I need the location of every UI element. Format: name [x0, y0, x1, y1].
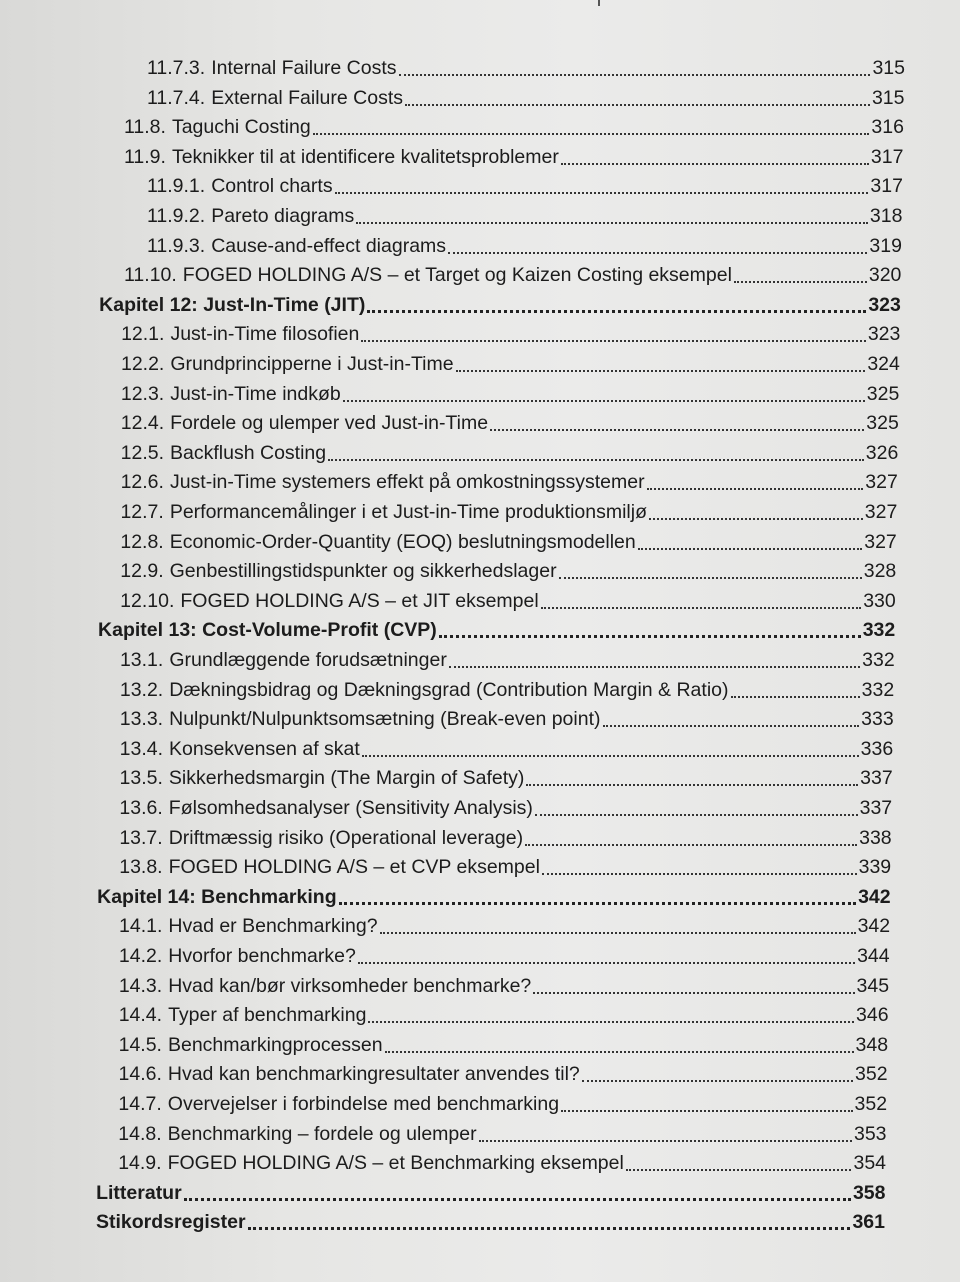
toc-entry-title: Kapitel 13: Cost-Volume-Profit (CVP)	[98, 619, 437, 642]
toc-entry-title: Backflush Costing	[170, 441, 327, 464]
toc-entry-number: 14.8.	[118, 1122, 162, 1145]
toc-entry-number: 13.1.	[119, 649, 164, 671]
toc-leader-dots	[561, 162, 869, 165]
toc-entry-number: 12.7.	[120, 501, 164, 523]
toc-entry	[121, 466, 898, 494]
toc-leader-dots	[456, 369, 866, 372]
toc-entry	[120, 644, 895, 672]
toc-entry-title: FOGED HOLDING A/S – et JIT eksempel	[180, 589, 539, 612]
toc-entry	[120, 762, 893, 790]
toc-entry	[121, 407, 899, 435]
toc-page-number: 315	[872, 57, 905, 79]
toc-entry-title: Just-in-Time indkøb	[170, 382, 341, 405]
toc-entry-number: 11.9.2.	[147, 205, 206, 227]
toc-leader-dots	[385, 1050, 854, 1053]
toc-entry-number: 11.8.	[124, 116, 166, 139]
toc-leader-dots	[380, 931, 856, 934]
toc-leader-dots	[439, 634, 861, 638]
toc-entry-number: 14.7.	[118, 1093, 162, 1115]
toc-entry	[120, 703, 894, 731]
toc-entry-number: 12.8.	[120, 530, 164, 553]
toc-entry-title: FOGED HOLDING A/S – et Target og Kaizen Costing eksempel	[182, 264, 732, 287]
toc-leader-dots	[731, 695, 860, 698]
toc-page-number: 352	[855, 1063, 888, 1086]
toc-leader-dots	[356, 221, 868, 224]
toc-entry-title: Genbestillingstidspunkter og sikkerhedslager	[169, 560, 557, 583]
toc-entry-number: 14.2.	[118, 945, 163, 967]
toc-entry-title: Benchmarking – fordele og ulemper	[167, 1122, 477, 1145]
toc-page-number: 342	[858, 885, 891, 908]
toc-entry-title: Følsomhedsanalyser (Sensitivity Analysis)	[168, 797, 533, 819]
toc-entry	[119, 910, 890, 938]
toc-leader-dots	[647, 487, 864, 490]
toc-entry-number: 14.3.	[118, 974, 163, 997]
toc-entry-number: 11.7.3.	[147, 57, 206, 79]
toc-leader-dots	[184, 1197, 851, 1201]
toc-page-number: 325	[866, 382, 900, 405]
toc-leader-dots	[542, 872, 857, 875]
toc-entry	[147, 52, 905, 80]
toc-page-number: 317	[870, 175, 903, 198]
toc-entry-title: External Failure Costs	[211, 86, 404, 109]
toc-leader-dots	[603, 724, 860, 727]
toc-entry	[119, 851, 891, 879]
toc-entry-title: Hvad er Benchmarking?	[168, 915, 378, 938]
toc-page-number: 317	[870, 145, 904, 168]
toc-entry-title: Konsekvensen af skat	[169, 737, 360, 760]
toc-entry	[121, 318, 900, 346]
toc-leader-dots	[343, 399, 865, 402]
toc-leader-dots	[328, 458, 864, 461]
toc-entry-number: 12.3.	[120, 382, 165, 405]
toc-entry-number: 14.4.	[118, 1004, 163, 1027]
toc-entry-title: Control charts	[211, 175, 333, 198]
toc-entry	[120, 555, 896, 583]
toc-leader-dots	[313, 132, 870, 135]
toc-entry-number: 11.10.	[124, 264, 177, 287]
toc-page-number: 353	[853, 1122, 887, 1145]
toc-entry-number: 12.2.	[120, 353, 165, 375]
toc-entry-title: FOGED HOLDING A/S – et CVP eksempel	[168, 856, 540, 879]
toc-leader-dots	[533, 991, 854, 994]
toc-entry-title: Benchmarkingprocessen	[167, 1033, 383, 1056]
toc-entry-title: Just-in-Time systemers effekt på omkostningssystemer	[169, 471, 645, 494]
toc-leader-dots	[626, 1168, 852, 1171]
toc-page-number: 327	[864, 501, 898, 523]
toc-page-number: 348	[855, 1033, 889, 1056]
toc-chapter-entry	[96, 1206, 885, 1234]
toc-entry	[121, 437, 899, 465]
toc-leader-dots	[479, 1139, 852, 1142]
toc-leader-dots	[335, 191, 869, 194]
toc-page-number: 344	[857, 945, 890, 967]
toc-entry-number: 13.3.	[119, 708, 164, 731]
toc-page-number: 319	[869, 234, 902, 257]
toc-leader-dots	[361, 339, 865, 342]
toc-leader-dots	[490, 428, 864, 431]
toc-leader-dots	[526, 783, 858, 786]
toc-entry-title: Hvorfor benchmarke?	[168, 945, 356, 967]
toc-entry	[121, 348, 900, 376]
toc-page-number: 327	[864, 530, 897, 553]
toc-chapter-entry	[96, 1177, 885, 1205]
toc-leader-dots	[362, 754, 859, 757]
toc-entry-title: Pareto diagrams	[211, 205, 355, 227]
toc-page-number: 346	[856, 1004, 889, 1027]
toc-entry-title: Internal Failure Costs	[211, 57, 397, 79]
toc-entry	[147, 200, 902, 228]
toc-entry-number: 12.1.	[121, 323, 165, 346]
toc-page-number: 326	[865, 441, 899, 464]
toc-page-number: 332	[862, 619, 896, 642]
toc-page-number: 345	[856, 974, 890, 997]
toc-entry-number: 11.9.1.	[147, 175, 206, 198]
toc-entry-title: Taguchi Costing	[171, 116, 311, 139]
toc-leader-dots	[535, 813, 858, 816]
toc-entry-title: Stikordsregister	[96, 1211, 246, 1234]
toc-entry-title: Typer af benchmarking	[168, 1004, 367, 1027]
toc-leader-dots	[582, 1079, 853, 1082]
toc-entry-title: Sikkerhedsmargin (The Margin of Safety)	[168, 767, 525, 790]
toc-entry	[147, 230, 902, 258]
toc-leader-dots	[448, 251, 867, 254]
page-edge-mark	[598, 0, 600, 6]
toc-page-number: 332	[861, 678, 895, 701]
toc-entry	[119, 1058, 888, 1086]
toc-entry-title: Kapitel 12: Just-In-Time (JIT)	[99, 293, 366, 316]
toc-entry-title: Just-in-Time filosofien	[170, 323, 360, 346]
toc-entry-number: 14.1.	[119, 915, 163, 938]
toc-entry-title: Driftmæssig risiko (Operational leverage)	[168, 826, 524, 849]
toc-entry	[119, 822, 891, 850]
toc-page-number: 339	[858, 856, 892, 879]
toc-leader-dots	[339, 901, 856, 905]
toc-page-number: 354	[853, 1152, 887, 1175]
toc-entry-title: Performancemålinger i et Just-in-Time produktionsmiljø	[169, 501, 648, 523]
toc-entry	[118, 1118, 886, 1146]
toc-entry-title: Grundprincipperne i Just-in-Time	[170, 353, 454, 375]
toc-entry	[120, 674, 894, 702]
toc-page-number: 337	[859, 797, 893, 819]
toc-entry-number: 11.9.3.	[147, 234, 206, 257]
toc-page-number: 328	[863, 560, 897, 583]
toc-entry-number: 13.5.	[119, 767, 163, 790]
toc-entry-number: 12.6.	[120, 471, 164, 494]
toc-entry	[124, 259, 901, 287]
toc-entry-number: 12.5.	[120, 441, 165, 464]
toc-leader-dots	[561, 1109, 852, 1112]
toc-chapter-entry	[99, 289, 901, 317]
toc-entry-number: 11.7.4.	[147, 86, 206, 109]
toc-page-number: 336	[860, 737, 894, 760]
toc-entry-number: 12.9.	[120, 560, 164, 583]
toc-entry-title: Dækningsbidrag og Dækningsgrad (Contribution Margin & Ratio)	[169, 678, 729, 701]
toc-page-number: 327	[865, 471, 898, 494]
toc-entry-number: 11.9.	[124, 145, 166, 168]
toc-page-number: 337	[860, 767, 893, 790]
toc-page-number: 352	[854, 1093, 888, 1115]
toc-entry-number: 13.2.	[119, 678, 164, 701]
toc-leader-dots	[248, 1226, 851, 1230]
toc-entry	[118, 1147, 886, 1175]
toc-entry	[147, 170, 903, 198]
toc-page-number: 325	[866, 412, 899, 435]
toc-leader-dots	[358, 961, 855, 964]
toc-leader-dots	[368, 1020, 854, 1023]
toc-page-number: 338	[859, 826, 892, 849]
toc-entry-title: Hvad kan/bør virksomheder benchmarke?	[168, 974, 532, 997]
toc-leader-dots	[405, 103, 870, 106]
toc-chapter-entry	[98, 614, 895, 642]
toc-leader-dots	[449, 665, 860, 668]
toc-entry-number: 14.9.	[118, 1152, 162, 1175]
toc-entry-title: Kapitel 14: Benchmarking	[97, 885, 337, 908]
toc-entry	[119, 792, 892, 820]
toc-leader-dots	[734, 280, 867, 283]
toc-entry-title: Teknikker til at identificere kvalitetsproblemer	[171, 145, 559, 168]
toc-entry	[120, 733, 894, 761]
toc-entry-number: 13.8.	[119, 856, 163, 879]
toc-entry-title: Fordele og ulemper ved Just-in-Time	[170, 412, 489, 435]
toc-page-number: 318	[869, 205, 903, 227]
toc-leader-dots	[367, 309, 866, 313]
toc-page-number: 358	[852, 1181, 886, 1204]
toc-leader-dots	[525, 843, 857, 846]
toc-page-number: 342	[857, 915, 891, 938]
toc-leader-dots	[399, 73, 871, 76]
toc-page-number: 332	[862, 649, 895, 671]
toc-entry-title: Overvejelser i forbindelse med benchmarking	[167, 1093, 560, 1115]
toc-entry-title: Grundlæggende forudsætninger	[169, 649, 447, 671]
toc-page-number: 324	[867, 353, 900, 375]
toc-entry	[119, 999, 889, 1027]
toc-entry-number: 13.6.	[119, 797, 163, 819]
toc-page-number: 323	[868, 293, 901, 316]
toc-page-number: 330	[863, 589, 896, 612]
toc-entry	[124, 111, 904, 139]
toc-entry-number: 12.10.	[120, 589, 175, 612]
toc-chapter-entry	[97, 881, 891, 909]
toc-page-number: 315	[871, 86, 905, 109]
toc-leader-dots	[638, 547, 862, 550]
toc-entry	[120, 585, 896, 613]
toc-entry	[120, 496, 897, 524]
toc-entry-number: 13.7.	[119, 826, 163, 849]
toc-entry	[124, 141, 903, 169]
toc-page-number: 316	[871, 116, 904, 139]
toc-entry-number: 13.4.	[119, 737, 164, 760]
toc-entry-title: Economic-Order-Quantity (EOQ) beslutningsmodellen	[169, 530, 636, 553]
toc-page-number: 333	[861, 708, 894, 731]
toc-entry	[121, 378, 899, 406]
toc-entry-title: Cause-and-effect diagrams	[211, 234, 447, 257]
toc-entry	[119, 1029, 888, 1057]
toc-entry	[119, 970, 889, 998]
toc-page-number: 361	[852, 1211, 885, 1234]
toc-entry	[119, 940, 890, 968]
toc-page-number: 323	[867, 323, 901, 346]
toc-entry-number: 14.5.	[118, 1033, 162, 1056]
toc-entry-number: 14.6.	[118, 1063, 162, 1086]
toc-entry	[120, 526, 896, 554]
toc-entry-title: Litteratur	[96, 1181, 182, 1204]
toc-leader-dots	[649, 517, 863, 520]
toc-entry-number: 12.4.	[120, 412, 165, 435]
toc-entry	[147, 82, 904, 110]
toc-page-number: 320	[868, 264, 902, 287]
toc-leader-dots	[559, 576, 862, 579]
toc-entry-title: Nulpunkt/Nulpunktsomsætning (Break-even point)	[169, 708, 601, 731]
toc-leader-dots	[541, 606, 862, 609]
toc-entry	[118, 1088, 887, 1116]
toc-entry-title: Hvad kan benchmarkingresultater anvendes til?	[167, 1063, 580, 1086]
toc-entry-title: FOGED HOLDING A/S – et Benchmarking eksempel	[167, 1152, 624, 1175]
